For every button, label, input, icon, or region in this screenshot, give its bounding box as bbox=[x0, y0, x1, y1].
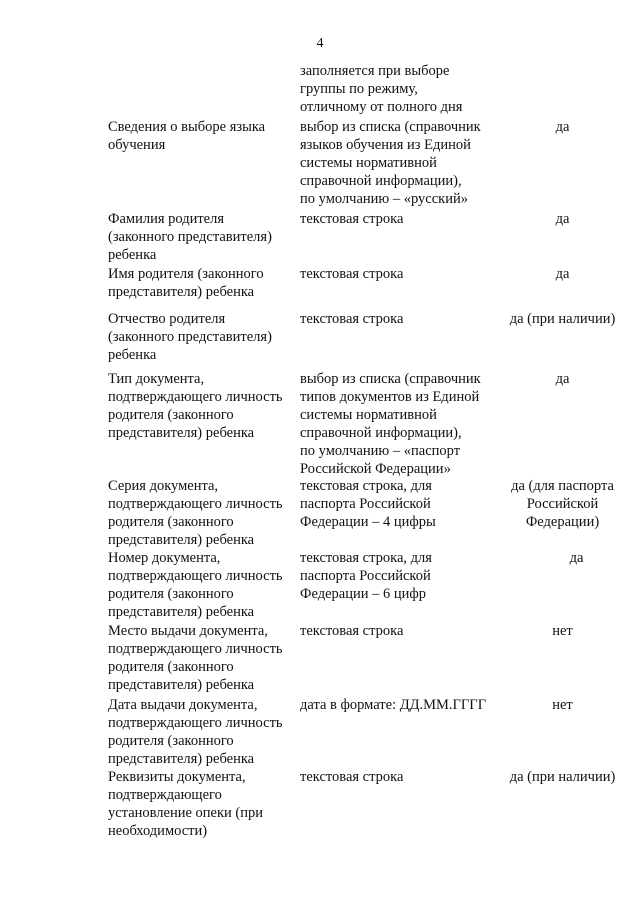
field-name-cell: Дата выдачи документа, подтверждающего личность родителя (законного представителя) ребенка bbox=[108, 697, 283, 767]
field-required-cell: да bbox=[555, 371, 570, 387]
field-required-cell: нет bbox=[552, 623, 573, 639]
field-format-cell: текстовая строка bbox=[300, 769, 404, 785]
field-required-cell: нет bbox=[552, 697, 573, 713]
field-format-cell: выбор из списка (справочник типов документов из Единой системы нормативной справочной информации), по умолчанию – «паспорт Российской Федерации» bbox=[300, 371, 481, 477]
field-name-cell: Номер документа, подтверждающего личность родителя (законного представителя) ребенка bbox=[108, 550, 283, 620]
field-format-cell: заполняется при выборе группы по режиму, отличному от полного дня bbox=[300, 63, 463, 115]
field-required-cell: да (для паспорта Российской Федерации) bbox=[511, 478, 614, 530]
field-required-cell: да bbox=[555, 119, 570, 135]
field-format-cell: дата в формате: ДД.ММ.ГГГГ bbox=[300, 697, 487, 713]
field-format-cell: текстовая строка, для паспорта Российской Федерации – 4 цифры bbox=[300, 478, 436, 530]
field-required-cell: да bbox=[555, 211, 570, 227]
field-required-cell: да bbox=[569, 550, 584, 566]
field-name-cell: Место выдачи документа, подтверждающего личность родителя (законного представителя) ребенка bbox=[108, 623, 283, 693]
page-number: 4 bbox=[316, 36, 324, 51]
field-format-cell: текстовая строка bbox=[300, 311, 404, 327]
field-name-cell: Отчество родителя (законного представителя) ребенка bbox=[108, 311, 272, 363]
field-format-cell: текстовая строка bbox=[300, 266, 404, 282]
field-format-cell: текстовая строка bbox=[300, 623, 404, 639]
field-format-cell: текстовая строка, для паспорта Российской Федерации – 6 цифр bbox=[300, 550, 432, 602]
field-name-cell: Имя родителя (законного представителя) ребенка bbox=[108, 266, 264, 300]
field-name-cell: Серия документа, подтверждающего личность родителя (законного представителя) ребенка bbox=[108, 478, 283, 548]
field-name-cell: Реквизиты документа, подтверждающего установление опеки (при необходимости) bbox=[108, 769, 264, 839]
field-format-cell: выбор из списка (справочник языков обучения из Единой системы нормативной справочной информации), по умолчанию – «русский» bbox=[300, 119, 481, 207]
field-required-cell: да (при наличии) bbox=[509, 311, 616, 327]
field-required-cell: да bbox=[555, 266, 570, 282]
field-name-cell: Сведения о выборе языка обучения bbox=[108, 119, 266, 153]
field-format-cell: текстовая строка bbox=[300, 211, 404, 227]
field-required-cell: да (при наличии) bbox=[509, 769, 616, 785]
field-name-cell: Фамилия родителя (законного представителя) ребенка bbox=[108, 211, 272, 263]
field-name-cell: Тип документа, подтверждающего личность родителя (законного представителя) ребенка bbox=[108, 371, 283, 441]
